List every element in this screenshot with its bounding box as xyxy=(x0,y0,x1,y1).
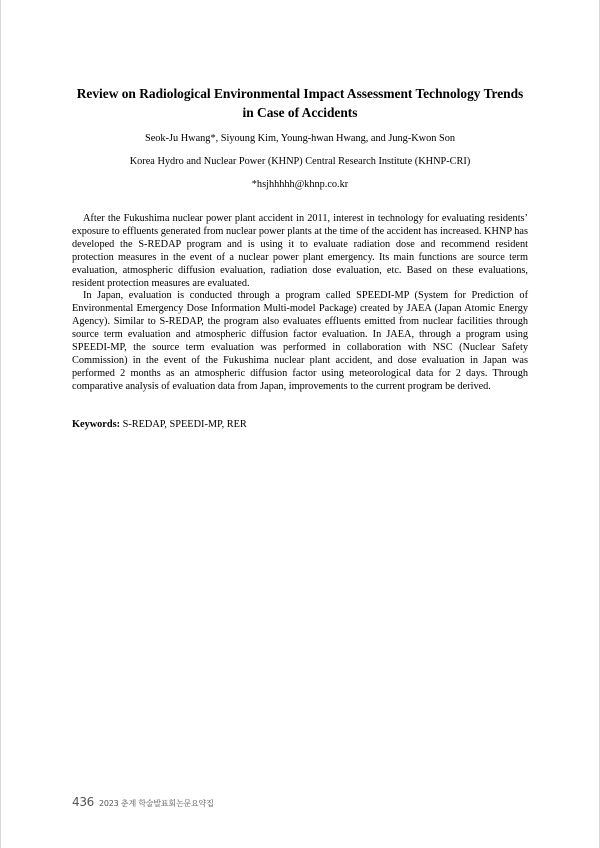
proceedings-title: 2023 춘계 학술발표회논문요약집 xyxy=(99,799,214,808)
paper-title-line2: in Case of Accidents xyxy=(242,105,358,120)
abstract-paragraph-2: In Japan, evaluation is conducted through a program called SPEEDI-MP (System for Prediction of Environmental Emergency Dose Information Multi-model Package) created by JAEA (Japan Atomic Energy Agency). Similar to S-REDAP, the program also evaluates effluents emitted from nuclear facilities through source term evaluation and atmospheric diffusion factor evaluation. In JAEA, through a program using SPEEDI-MP, the source term evaluation was performed in collaboration with NSC (Nuclear Safety Commission) in the event of the Fukushima nuclear plant accident, and dose evaluation in Japan was performed 2 months as an atmospheric diffusion factor using meteorological data for 2 days. Through comparative analysis of evaluation data from Japan, improvements to the current program be derived. xyxy=(72,290,528,392)
keywords-list: S-REDAP, SPEEDI-MP, RER xyxy=(120,419,247,430)
keywords xyxy=(72,418,247,431)
paper-title-line1: Review on Radiological Environmental Impact Assessment Technology Trends xyxy=(76,86,524,101)
page-number: 436 xyxy=(72,795,95,809)
corresponding-email: *hsjhhhhh@khnp.co.kr xyxy=(251,179,349,190)
paper-title xyxy=(60,84,540,122)
abstract xyxy=(72,213,528,394)
page-edge-left xyxy=(0,0,1,848)
keywords-label: Keywords: xyxy=(72,419,121,430)
author-list: Seok-Ju Hwang*, Siyoung Kim, Young-hwan Hwang, and Jung-Kwon Son xyxy=(144,133,456,144)
abstract-paragraph-1: After the Fukushima nuclear power plant accident in 2011, interest in technology for evaluating residents’ exposure to effluents generated from nuclear power plants at the time of the accident has increased. KHNP has developed the S-REDAP program and is using it to evaluate radiation dose and recommend resident protection measures in the event of a nuclear power plant emergency. Its main functions are source term evaluation, atmospheric diffusion evaluation, radiation dose evaluation, etc. Based on these evaluations, resident protection measures are evaluated. xyxy=(72,213,528,289)
affiliation: Korea Hydro and Nuclear Power (KHNP) Central Research Institute (KHNP-CRI) xyxy=(129,156,471,167)
page-footer xyxy=(72,791,214,810)
